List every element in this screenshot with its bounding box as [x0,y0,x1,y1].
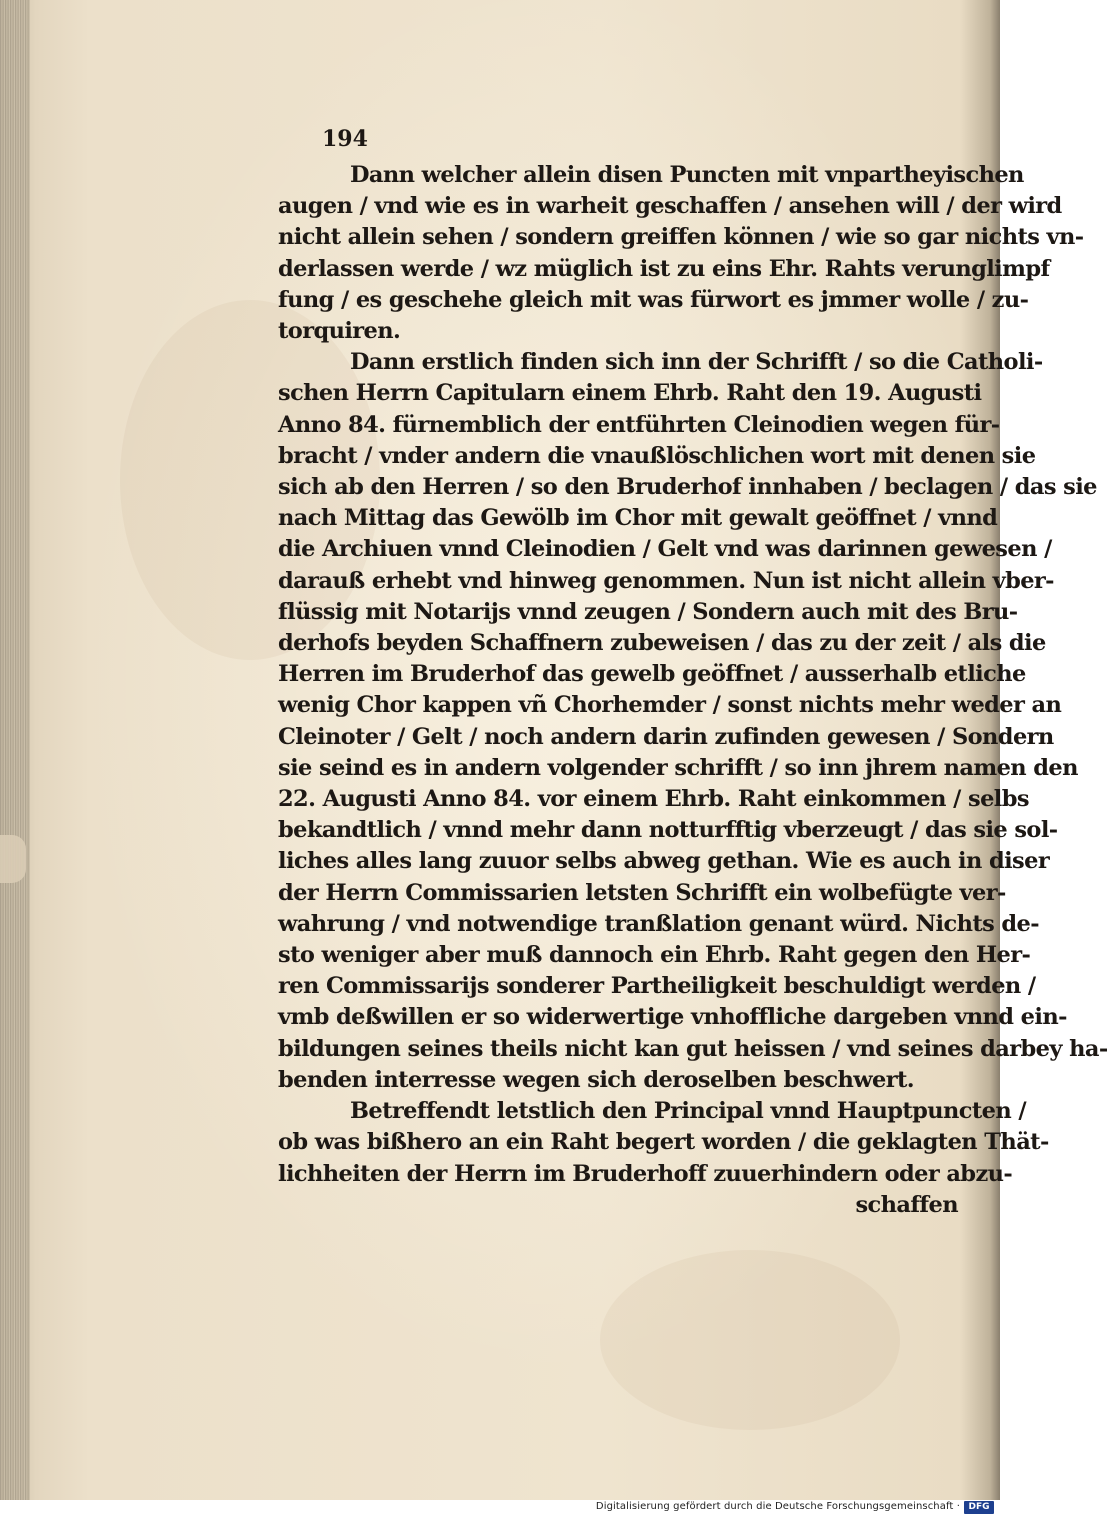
text-line: liches alles lang zuuor selbs abweg gethan. Wie es auch in diser [278,848,1050,875]
text-line: Betreffendt letstlich den Principal vnnd Hauptpuncten / [350,1098,1026,1125]
text-line: torquiren. [278,318,401,345]
text-line: wenig Chor kappen vñ Chorhemder / sonst nichts mehr weder an [278,692,1062,719]
funding-credit: Digitalisierung gefördert durch die Deutsche Forschungsgemeinschaft · [595,1501,960,1512]
text-line: der Herrn Commissarien letsten Schrifft ein wolbefügte ver- [278,879,1006,906]
page-edge-notch [0,835,26,883]
text-line: darauß erhebt vnd hinweg genommen. Nun ist nicht allein vber- [278,567,1054,594]
body-text [278,130,1108,1221]
text-line: nach Mittag das Gewölb im Chor mit gewalt geöffnet / vnnd [278,505,998,532]
text-line: ob was bißhero an ein Raht begert worden / die geklagten Thät- [278,1129,1049,1156]
text-line: Herren im Bruderhof das gewelb geöffnet / ausserhalb etliche [278,661,1026,688]
text-line: Dann erstlich finden sich inn der Schrifft / so die Catholi- [350,349,1043,376]
text-line: derlassen werde / wz müglich ist zu eins Ehr. Rahts verunglimpf [278,255,1050,282]
text-line: sto weniger aber muß dannoch ein Ehrb. Raht gegen den Her- [278,942,1031,969]
page-edge-stack [0,0,30,1500]
text-line: derhofs beyden Schaffnern zubeweisen / das zu der zeit / als die [278,630,1046,657]
text-line: flüssig mit Notarijs vnnd zeugen / Sondern auch mit des Bru- [278,598,1018,625]
text-line: die Archiuen vnnd Cleinodien / Gelt vnd was darinnen gewesen / [278,536,1052,563]
digitization-footer [0,1500,1000,1516]
text-line: bekandtlich / vnnd mehr dann notturfftig vberzeugt / das sie sol- [278,817,1058,844]
text-line: ren Commissarijs sonderer Partheiligkeit beschuldigt werden / [278,973,1036,1000]
text-line: sie seind es in andern volgender schrifft / so inn jhrem namen den [278,754,1078,781]
text-line: lichheiten der Herrn im Bruderhoff zuuerhindern oder abzu- [278,1160,1013,1187]
catchword: schaffen [855,1191,958,1218]
text-line: sich ab den Herren / so den Bruderhof innhaben / beclagen / das sie [278,474,1097,501]
text-line: nicht allein sehen / sondern greiffen können / wie so gar nichts vn- [278,224,1084,251]
text-line: benden interresse wegen sich deroselben beschwert. [278,1066,915,1093]
text-line: Anno 84. fürnemblich der entführten Cleinodien wegen für- [278,411,1000,438]
text-line: bildungen seines theils nicht kan gut heissen / vnd seines darbey ha- [278,1035,1108,1062]
text-line: Dann welcher allein disen Puncten mit vnpartheyischen [350,162,1024,188]
text-line: wahrung / vnd notwendige tranßlation genant würd. Nichts de- [278,910,1040,937]
paper-stain [600,1250,900,1430]
text-line: 22. Augusti Anno 84. vor einem Ehrb. Raht einkommen / selbs [278,786,1029,813]
text-line: schen Herrn Capitularn einem Ehrb. Raht den 19. Augusti [278,380,982,407]
text-line: bracht / vnder andern die vnaußlöschlichen wort mit denen sie [278,442,1036,469]
page-number: 194 [322,126,368,152]
text-line: Cleinoter / Gelt / noch andern darin zufinden gewesen / Sondern [278,723,1054,750]
text-line: augen / vnd wie es in warheit geschaffen / ansehen will / der wird [278,193,1062,220]
text-line: fung / es geschehe gleich mit was fürwort es jmmer wolle / zu- [278,286,1029,313]
text-line: vmb deßwillen er so widerwertige vnhoffliche dargeben vnnd ein- [278,1004,1067,1031]
dfg-logo: DFG [964,1501,994,1514]
